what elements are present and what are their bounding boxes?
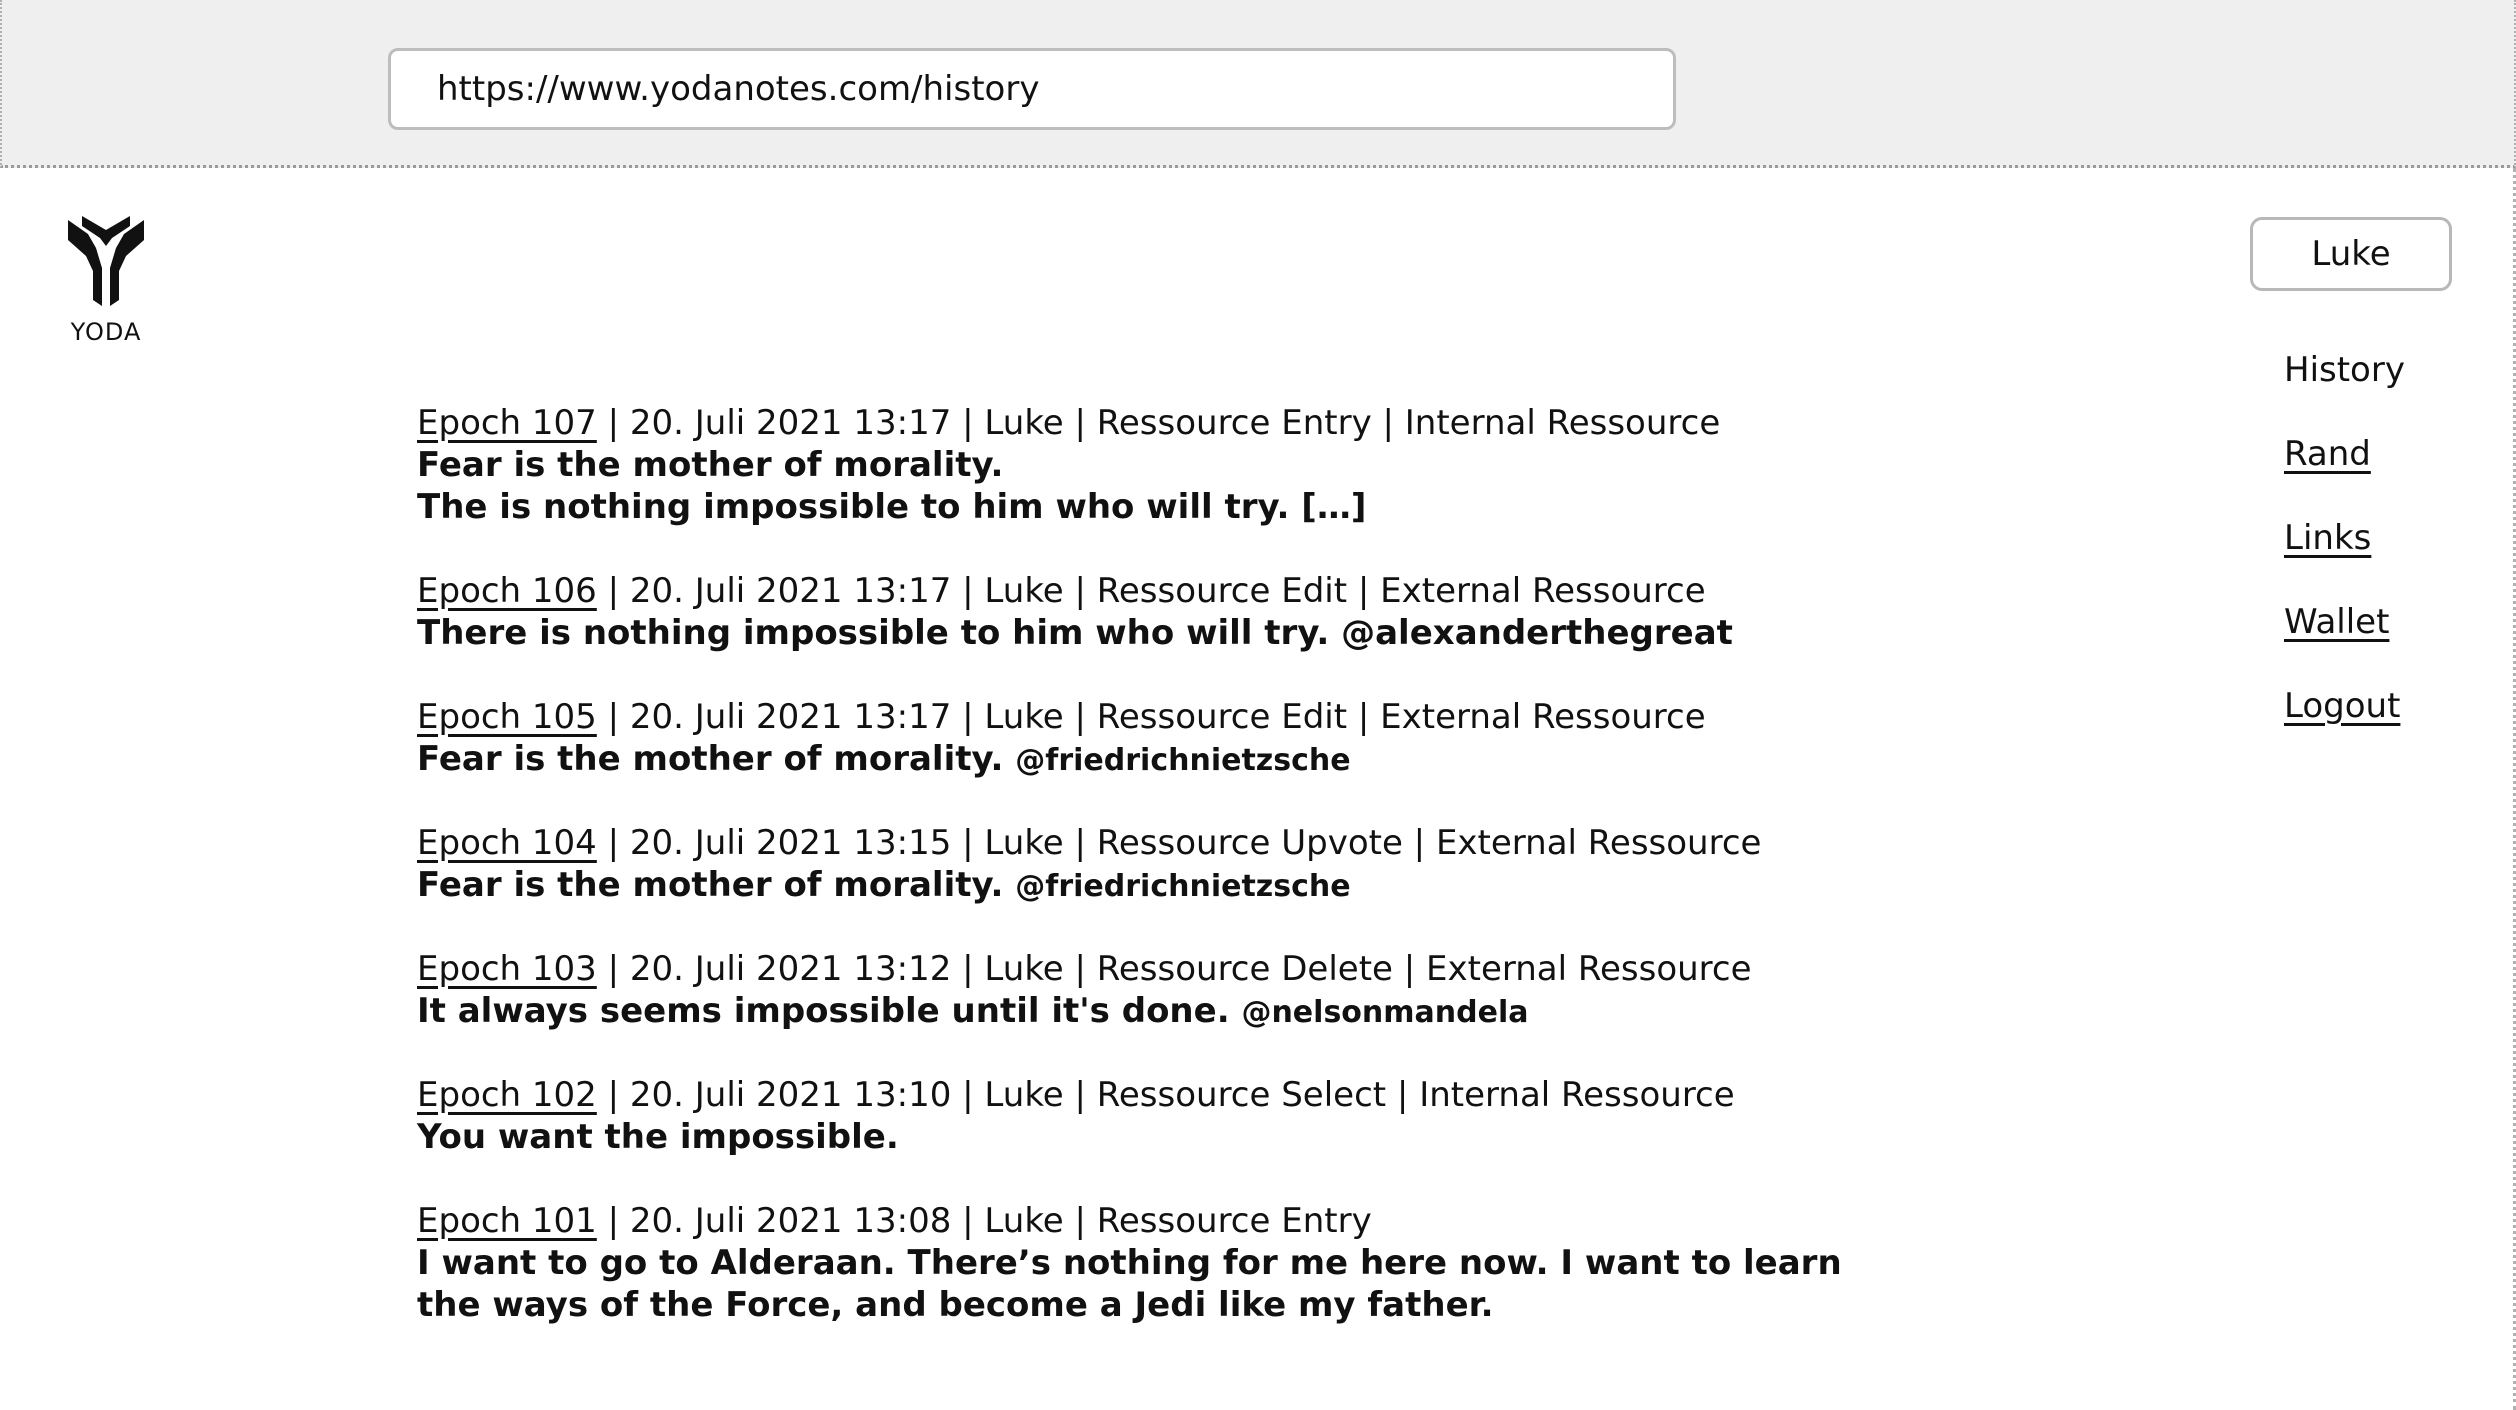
history-entry <box>417 570 2237 696</box>
entry-quote: I want to go to Alderaan. There’s nothing for me here now. I want to learn the ways of the Force, and become a Jedi like my father. <box>417 1243 1842 1325</box>
entry-details: | 20. Juli 2021 13:08 | Luke | Ressource Entry <box>596 1201 1372 1241</box>
epoch-link[interactable]: Epoch 103 <box>417 949 597 989</box>
entry-meta <box>417 948 2237 990</box>
logo[interactable] <box>58 216 154 346</box>
entry-meta <box>417 696 2237 738</box>
entry-author: @nelsonmandela <box>1241 995 1529 1030</box>
entry-text <box>417 990 1847 1034</box>
sidebar-nav <box>2284 345 2504 765</box>
epoch-link[interactable]: Epoch 106 <box>417 571 597 611</box>
entry-text <box>417 612 1847 656</box>
entry-text: Fear is the mother of morality. <box>417 445 1004 485</box>
entry-details: | 20. Juli 2021 13:15 | Luke | Ressource Upvote | External Ressource <box>596 823 1762 863</box>
entry-meta <box>417 822 2237 864</box>
epoch-link[interactable]: Epoch 102 <box>417 1075 597 1115</box>
entry-details: | 20. Juli 2021 13:10 | Luke | Ressource Select | Internal Ressource <box>596 1075 1735 1115</box>
nav-item-history[interactable]: History <box>2284 350 2405 390</box>
history-list <box>417 402 2237 1326</box>
epoch-link[interactable]: Epoch 101 <box>417 1201 597 1241</box>
entry-author: @friedrichnietzsche <box>1015 743 1351 778</box>
history-entry <box>417 822 2237 948</box>
entry-text-line-2: The is nothing impossible to him who will try. […] <box>417 487 1367 527</box>
browser-toolbar <box>0 0 2516 168</box>
entry-details: | 20. Juli 2021 13:17 | Luke | Ressource Edit | External Ressource <box>596 571 1706 611</box>
history-entry <box>417 948 2237 1074</box>
entry-quote: Fear is the mother of morality. <box>417 865 1016 905</box>
history-entry <box>417 696 2237 822</box>
entry-meta <box>417 1200 2237 1242</box>
logo-label: YODA <box>70 318 142 346</box>
epoch-link[interactable]: Epoch 107 <box>417 403 597 443</box>
entry-author: @friedrichnietzsche <box>1015 869 1351 904</box>
user-account-button[interactable]: Luke <box>2250 217 2452 291</box>
entry-quote: There is nothing impossible to him who will try. @alexanderthegreat <box>417 613 1733 653</box>
history-entry <box>417 402 2237 570</box>
yoda-logo-icon <box>66 216 146 306</box>
entry-quote: You want the impossible. <box>417 1117 899 1157</box>
epoch-link[interactable]: Epoch 105 <box>417 697 597 737</box>
nav-item-logout[interactable]: Logout <box>2284 686 2401 726</box>
entry-text <box>417 1242 1847 1328</box>
entry-text <box>417 1116 1847 1160</box>
url-bar[interactable]: https://www.yodanotes.com/history <box>388 48 1676 130</box>
nav-item-wallet[interactable]: Wallet <box>2284 602 2390 642</box>
entry-text <box>417 864 1847 908</box>
entry-meta <box>417 570 2237 612</box>
entry-quote: It always seems impossible until it's done. <box>417 991 1242 1031</box>
epoch-link[interactable]: Epoch 104 <box>417 823 597 863</box>
entry-details: | 20. Juli 2021 13:17 | Luke | Ressource Edit | External Ressource <box>596 697 1706 737</box>
entry-quote: Fear is the mother of morality. <box>417 739 1016 779</box>
entry-text <box>417 738 1847 782</box>
entry-details: | 20. Juli 2021 13:12 | Luke | Ressource Delete | External Ressource <box>596 949 1752 989</box>
entry-meta <box>417 1074 2237 1116</box>
history-entry <box>417 1200 2237 1326</box>
history-entry <box>417 1074 2237 1200</box>
nav-item-rand[interactable]: Rand <box>2284 434 2371 474</box>
entry-meta <box>417 402 2237 444</box>
entry-details: | 20. Juli 2021 13:17 | Luke | Ressource Entry | Internal Ressource <box>596 403 1721 443</box>
nav-item-links[interactable]: Links <box>2284 518 2372 558</box>
